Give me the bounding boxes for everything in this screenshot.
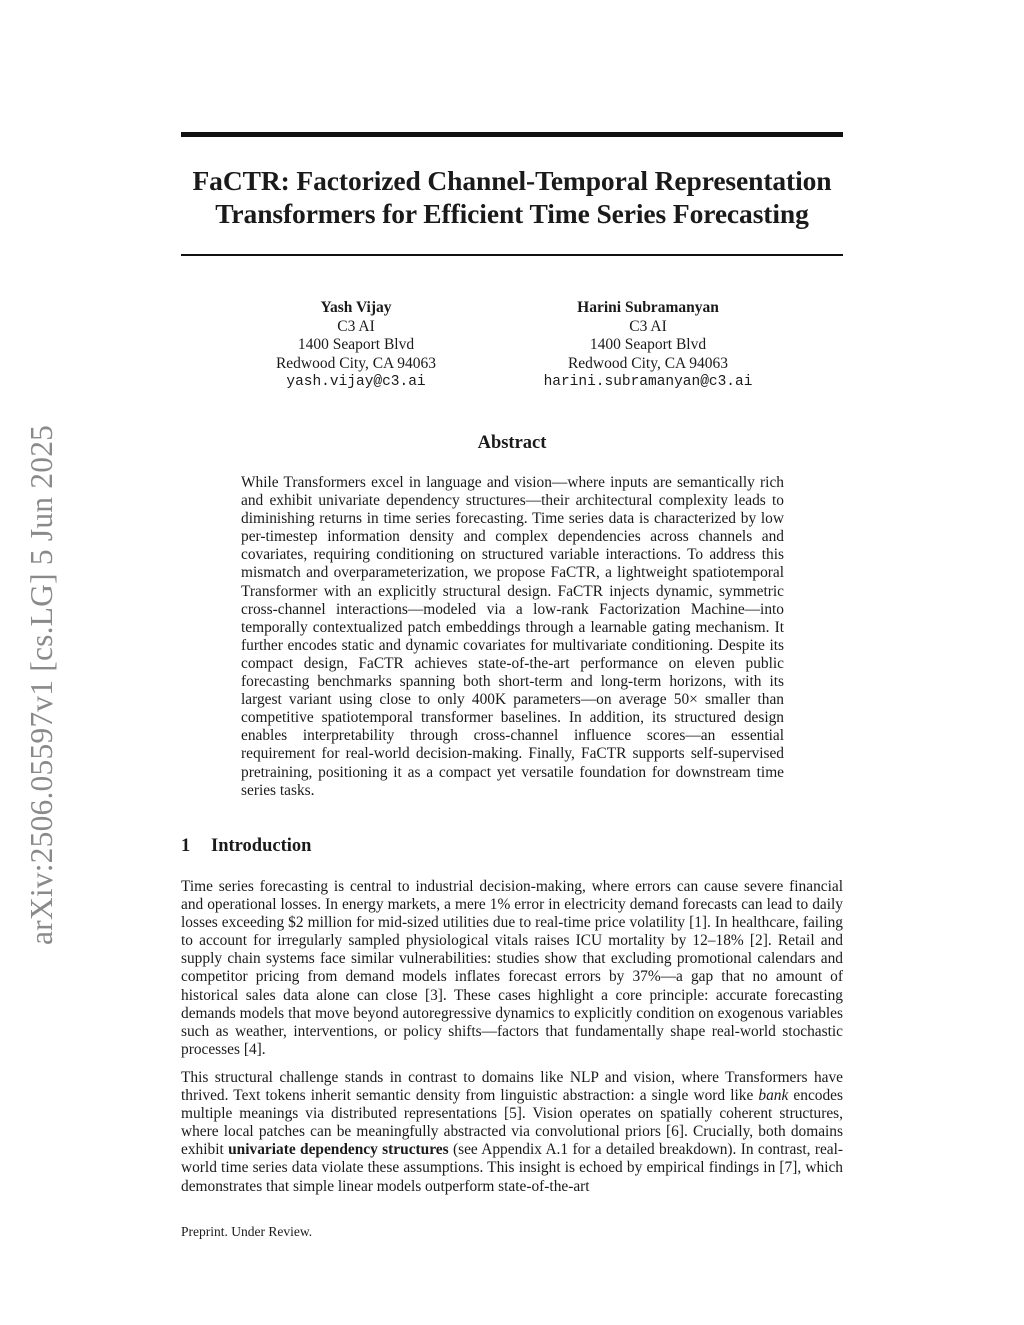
author-email: yash.vijay@c3.ai	[286, 374, 426, 390]
paragraph-text: encodes multiple meanings via distributed representations [5]. Vision operates on spatially coherent structures, where local patches can be meaningfully abstracted via convolutional priors [6]. Crucially, both domains exhibit	[181, 1087, 843, 1159]
author-name: Harini Subramanyan	[577, 299, 719, 316]
abstract-heading: Abstract	[477, 433, 547, 453]
paragraph-text: (see Appendix A.1 for a detailed breakdown). In contrast, real-world time series data violate these assumptions. This insight is echoed by empirical findings in [7], which demonstrates that simple linear models outperform state-of-the-art	[181, 1141, 844, 1195]
title-line-2: Transformers for Efficient Time Series Forecasting	[215, 198, 809, 229]
intro-paragraph-2	[181, 1069, 843, 1196]
section-number: 1	[181, 836, 191, 856]
paper-title	[181, 164, 843, 230]
emphasized-word: bank	[758, 1087, 789, 1105]
paragraph-text: This structural challenge stands in contrast to domains like NLP and vision, where Transformers have thrived. Text tokens inherit semantic density from linguistic abstraction: a single word like	[181, 1069, 843, 1105]
author-block-1	[206, 299, 506, 392]
title-bottom-rule	[181, 254, 843, 256]
abstract-body: While Transformers excel in language and vision—where inputs are semantically rich and exhibit univariate dependency structures—their architectural complexity leads to diminishing returns in time series forecasting. Time series data is characterized by low per-timestep information density and complex dependencies across channels and covariates, requiring conditioning on structured variable interactions. To address this mismatch and overparameterization, we propose FaCTR, a lightweight spatiotemporal Transformer with an explicitly structural design. FaCTR injects dynamic, symmetric cross-channel interactions—modeled via a low-rank Factorization Machine—into temporally contextualized patch embeddings through a learnable gating mechanism. It further encodes static and dynamic covariates for multivariate conditioning. Despite its compact design, FaCTR achieves state-of-the-art performance on eleven public forecasting benchmarks spanning both short-term and long-term horizons, with its largest variant using close to only 400K parameters—on average 50× smaller than competitive spatiotemporal transformer baselines. In addition, its structured design enables interpretability through cross-channel influence scores—an essential requirement for real-world decision-making. Finally, FaCTR supports self-supervised pretraining, positioning it as a compact yet versatile foundation for downstream time series tasks.	[241, 474, 784, 799]
page-footer: Preprint. Under Review.	[181, 1224, 313, 1239]
author-address-line-2: Redwood City, CA 94063	[275, 354, 437, 372]
bold-phrase: univariate dependency structures	[228, 1141, 449, 1159]
title-top-rule	[181, 132, 843, 137]
arxiv-identifier-stamp: arXiv:2506.05597v1 [cs.LG] 5 Jun 2025	[24, 424, 59, 945]
title-line-1: FaCTR: Factorized Channel-Temporal Representation	[192, 165, 832, 196]
author-address-line-2: Redwood City, CA 94063	[567, 354, 729, 372]
author-block-2	[498, 299, 798, 392]
author-name: Yash Vijay	[320, 299, 392, 316]
author-email: harini.subramanyan@c3.ai	[543, 374, 753, 390]
author-affiliation: C3 AI	[337, 317, 375, 335]
author-affiliation: C3 AI	[629, 317, 667, 335]
intro-paragraph-1: Time series forecasting is central to industrial decision-making, where errors can cause severe financial and operational losses. In energy markets, a mere 1% error in electricity demand forecasts can lead to daily losses exceeding $2 million for mid-sized utilities due to real-time price volatility [1]. In healthcare, failing to account for irregularly sampled physiological vitals raises ICU mortality by 12–18% [2]. Retail and supply chain systems face similar vulnerabilities: studies show that excluding promotional calendars and competitor pricing from demand models inflates forecast errors by 37%—a gap that no amount of historical sales data alone can close [3]. These cases highlight a core principle: accurate forecasting demands models that move beyond autoregressive dynamics to explicitly condition on exogenous variables such as weather, interventions, or policy shifts—factors that fundamentally shape real-world stochastic processes [4].	[181, 878, 843, 1058]
section-heading	[181, 836, 311, 857]
author-address-line-1: 1400 Seaport Blvd	[589, 336, 707, 353]
author-address-line-1: 1400 Seaport Blvd	[297, 336, 415, 353]
section-title: Introduction	[211, 836, 312, 856]
